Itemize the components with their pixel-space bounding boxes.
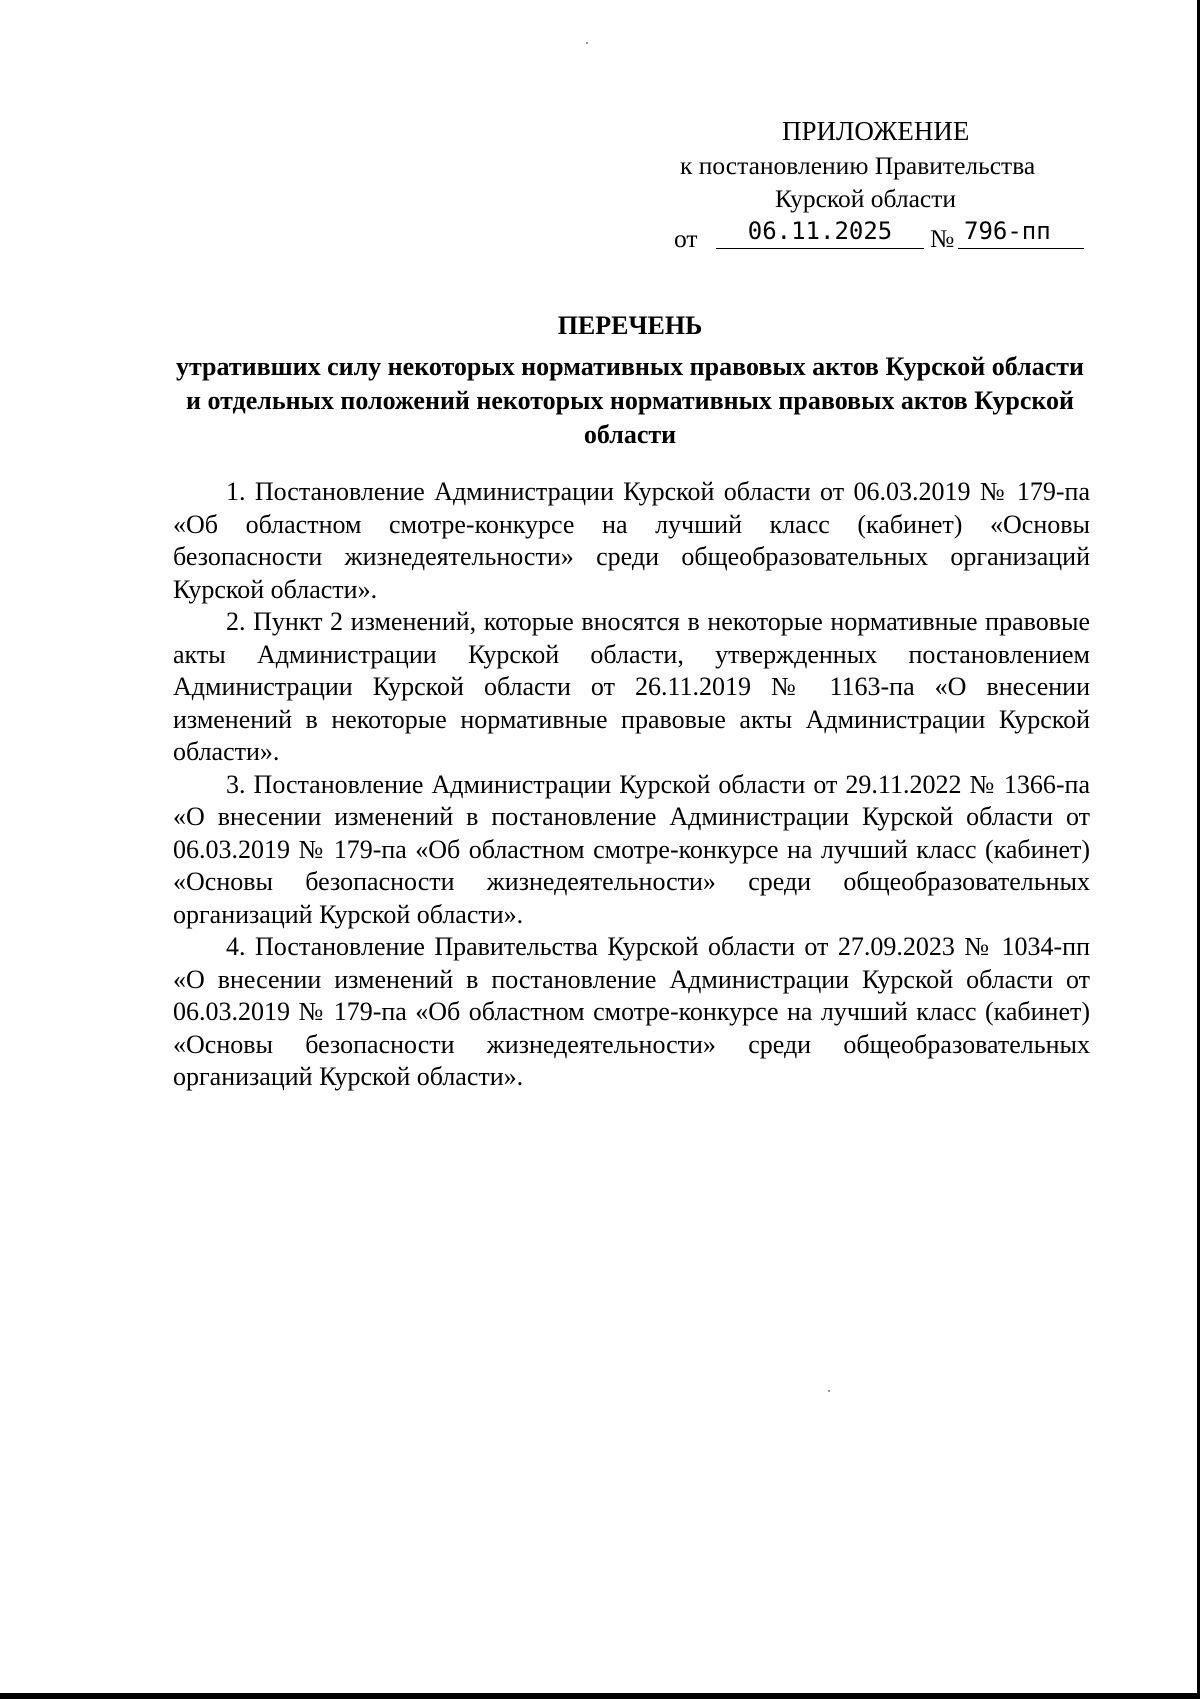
appendix-date-row — [674, 216, 1104, 253]
number-sign: № — [930, 224, 955, 253]
document-date: 06.11.2025 — [716, 216, 924, 249]
heading-subtitle: утративших силу некоторых нормативных правовых актов Курской области и отдельных положений некоторых нормативных правовых актов Курской области — [175, 352, 1085, 449]
list-item-3: 3. Постановление Администрации Курской области от 29.11.2022 № 1366-па «О внесении изменений в постановление Администрации Курской области от 06.03.2019 № 179-па «Об областном смотре-конкурсе на лучший класс (кабинет) «Основы безопасности жизнедеятельности» среди общеобразовательных организаций Курской области». — [173, 769, 1090, 929]
appendix-title: ПРИЛОЖЕНИЕ — [782, 116, 970, 146]
heading-title: ПЕРЕЧЕНЬ — [557, 311, 703, 340]
list-item-4: 4. Постановление Правительства Курской области от 27.09.2023 № 1034-пп «О внесении изменений в постановление Администрации Курской области от 06.03.2019 № 179-па «Об областном смотре-конкурсе на лучший класс (кабинет) «Основы безопасности жизнедеятельности» среди общеобразовательных организаций Курской области». — [173, 932, 1090, 1091]
document-heading — [170, 308, 1090, 452]
list-item-2: 2. Пункт 2 изменений, которые вносятся в некоторые нормативные правовые акты Администрации Курской области, утвержденных постановлением Администрации Курской области от 26.11.2019 № 1163-па «О внесении изменений в некоторые нормативные правовые акты Администрации Курской области». — [173, 607, 1090, 766]
document-body — [173, 476, 1090, 1094]
scan-speck — [828, 1390, 830, 1392]
document-number: 796-пп — [958, 216, 1084, 249]
list-item-1: 1. Постановление Администрации Курской области от 06.03.2019 № 179-па «Об областном смотре-конкурсе на лучший класс (кабинет) «Основы безопасности жизнедеятельности» среди общеобразовательных организаций Курской области». — [173, 477, 1090, 604]
date-prefix: от — [674, 224, 698, 253]
scan-edge-bottom — [0, 1693, 1200, 1699]
appendix-region: Курской области — [775, 184, 957, 213]
scan-speck — [586, 42, 588, 44]
appendix-reference: к постановлению Правительства — [680, 151, 1036, 180]
